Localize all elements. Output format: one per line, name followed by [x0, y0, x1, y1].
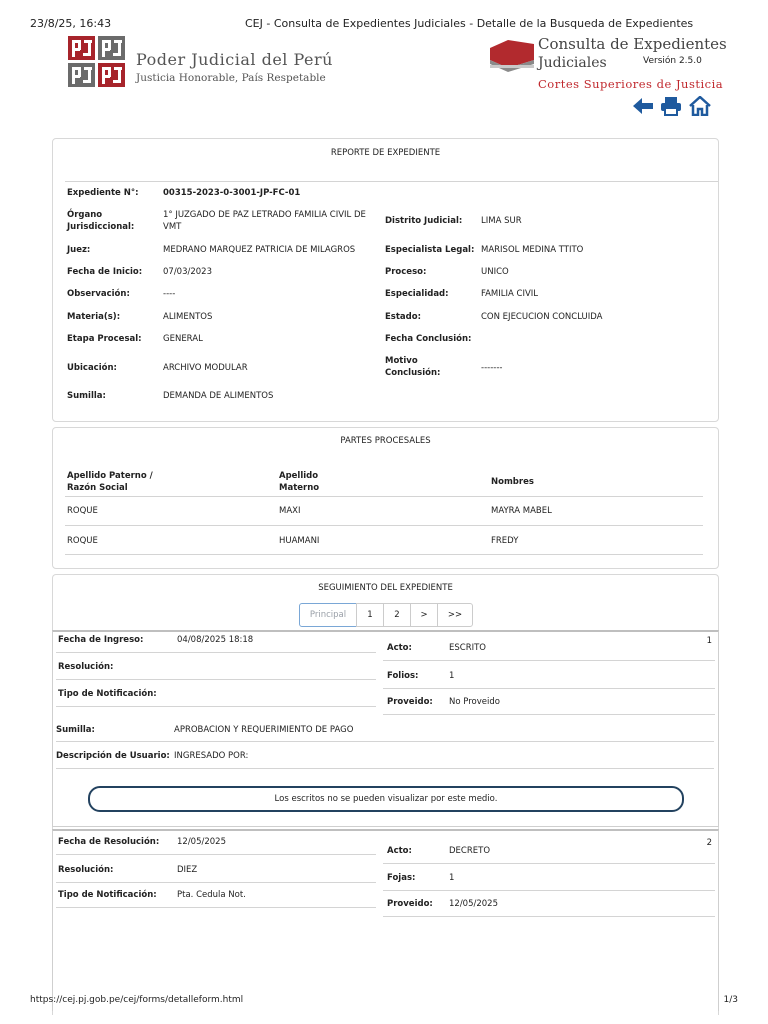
fecha-ingreso-value: 04/08/2025 18:18	[177, 635, 254, 645]
sumilla-value: DEMANDA DE ALIMENTOS	[163, 391, 274, 401]
divider	[56, 907, 376, 908]
juez-label: Juez:	[67, 245, 91, 255]
pager-principal[interactable]: Principal	[299, 603, 357, 627]
back-arrow-icon[interactable]	[632, 96, 654, 116]
proveido-value: No Proveido	[449, 697, 500, 707]
divider	[56, 741, 714, 742]
reporte-title: REPORTE DE EXPEDIENTE	[330, 148, 441, 158]
parte-paterno: ROQUE	[67, 506, 98, 516]
descripcion-usuario-value: INGRESADO POR:	[174, 751, 249, 761]
fecha-resolucion-label: Fecha de Resolución:	[58, 837, 160, 847]
estado-label: Estado:	[385, 312, 421, 322]
pager-next[interactable]: >	[410, 603, 438, 627]
divider	[56, 706, 376, 707]
parte-paterno: ROQUE	[67, 536, 98, 546]
especialista-value: MARISOL MEDINA TTITO	[481, 245, 584, 255]
materia-label: Materia(s):	[67, 312, 121, 322]
distrito-value: LIMA SUR	[481, 216, 522, 226]
fecha-resolucion-value: 12/05/2025	[177, 837, 226, 847]
organo-label: Órgano Jurisdiccional:	[67, 210, 135, 232]
juez-value: MEDRANO MARQUEZ PATRICIA DE MILAGROS	[163, 245, 356, 255]
divider	[56, 652, 376, 653]
fecha-conclusion-label: Fecha Conclusión:	[385, 334, 472, 344]
escritos-notice: Los escritos no se pueden visualizar por este medio.	[88, 786, 684, 812]
observacion-label: Observación:	[67, 289, 130, 299]
print-page-title: CEJ - Consulta de Expedientes Judiciales - Detalle de la Busqueda de Expedientes	[245, 17, 694, 30]
pager-page-2[interactable]: 2	[383, 603, 411, 627]
tipo-notificacion-label: Tipo de Notificación:	[58, 689, 157, 699]
divider	[56, 854, 376, 855]
observacion-value: ----	[163, 289, 176, 299]
fecha-ingreso-label: Fecha de Ingreso:	[58, 635, 144, 645]
proceso-label: Proceso:	[385, 267, 427, 277]
cej-title-line-1: Consulta de Expedientes	[538, 35, 727, 53]
divider	[383, 688, 715, 689]
etapa-value: GENERAL	[163, 334, 203, 344]
divider	[383, 916, 715, 917]
cej-version: Versión 2.5.0	[643, 56, 702, 66]
ubicacion-value: ARCHIVO MODULAR	[163, 363, 248, 373]
expediente-label: Expediente N°:	[67, 188, 139, 198]
parte-materno: HUAMANI	[279, 536, 320, 546]
partes-title: PARTES PROCESALES	[340, 436, 431, 446]
acto-label: Acto:	[387, 846, 412, 856]
divider	[56, 768, 714, 769]
especialista-label: Especialista Legal:	[385, 245, 475, 255]
reporte-panel	[52, 138, 719, 422]
proceso-value: UNICO	[481, 267, 509, 277]
organo-value: 1° JUZGADO DE PAZ LETRADO FAMILIA CIVIL DE VMT	[163, 210, 366, 232]
cej-subtitle: Cortes Superiores de Justicia	[538, 77, 724, 91]
motivo-value: -------	[481, 363, 503, 373]
divider	[56, 882, 376, 883]
resolucion-label: Resolución:	[58, 865, 114, 875]
entry-number: 1	[706, 636, 712, 646]
col-apellido-paterno: Apellido Paterno / Razón Social	[67, 471, 153, 493]
fojas-value: 1	[449, 873, 455, 883]
pager-page-1[interactable]: 1	[356, 603, 384, 627]
pager-last[interactable]: >>	[437, 603, 473, 627]
print-page-count: 1/3	[723, 995, 738, 1005]
divider	[383, 714, 715, 715]
sumilla-label: Sumilla:	[56, 725, 95, 735]
divider	[383, 863, 715, 864]
etapa-label: Etapa Procesal:	[67, 334, 142, 344]
proveido-value: 12/05/2025	[449, 899, 498, 909]
acto-label: Acto:	[387, 643, 412, 653]
divider	[383, 660, 715, 661]
parte-nombres: FREDY	[491, 536, 519, 546]
divider	[65, 496, 703, 497]
poder-judicial-logo	[68, 36, 126, 88]
estado-value: CON EJECUCION CONCLUIDA	[481, 312, 603, 322]
divider	[65, 554, 703, 555]
divider	[56, 679, 376, 680]
expediente-value: 00315-2023-0-3001-JP-FC-01	[163, 188, 301, 198]
fecha-inicio-label: Fecha de Inicio:	[67, 267, 143, 277]
resolucion-label: Resolución:	[58, 662, 114, 672]
entry-number: 2	[706, 838, 712, 848]
sumilla-value: APROBACION Y REQUERIMIENTO DE PAGO	[174, 725, 354, 735]
seguimiento-entry	[52, 829, 719, 1011]
acto-value: DECRETO	[449, 846, 491, 856]
tipo-notificacion-value: Pta. Cedula Not.	[177, 890, 246, 900]
partes-panel	[52, 427, 719, 569]
proveido-label: Proveido:	[387, 697, 433, 707]
divider	[383, 890, 715, 891]
sumilla-label: Sumilla:	[67, 391, 106, 401]
poder-judicial-name: Poder Judicial del Perú	[136, 50, 333, 69]
print-url: https://cej.pj.gob.pe/cej/forms/detalleform.html	[30, 995, 244, 1005]
pagination	[300, 603, 473, 625]
print-icon[interactable]	[660, 96, 682, 116]
seguimiento-title: SEGUIMIENTO DEL EXPEDIENTE	[318, 583, 453, 593]
especialidad-label: Especialidad:	[385, 289, 449, 299]
materia-value: ALIMENTOS	[163, 312, 213, 322]
resolucion-value: DIEZ	[177, 865, 198, 875]
tipo-notificacion-label: Tipo de Notificación:	[58, 890, 157, 900]
folios-value: 1	[449, 671, 455, 681]
especialidad-value: FAMILIA CIVIL	[481, 289, 539, 299]
distrito-label: Distrito Judicial:	[385, 216, 463, 226]
fojas-label: Fojas:	[387, 873, 416, 883]
divider	[65, 525, 703, 526]
fecha-inicio-value: 07/03/2023	[163, 267, 212, 277]
parte-nombres: MAYRA MABEL	[491, 506, 552, 516]
proveido-label: Proveido:	[387, 899, 433, 909]
ubicacion-label: Ubicación:	[67, 363, 117, 373]
acto-value: ESCRITO	[449, 643, 486, 653]
divider	[65, 181, 718, 182]
poder-judicial-motto: Justicia Honorable, País Respetable	[136, 72, 326, 84]
home-icon[interactable]	[689, 96, 711, 116]
col-apellido-materno: Apellido Materno	[279, 471, 320, 493]
print-datetime: 23/8/25, 16:43	[30, 17, 112, 30]
descripcion-usuario-label: Descripción de Usuario:	[56, 751, 170, 761]
folios-label: Folios:	[387, 671, 419, 681]
motivo-label: Motivo Conclusión:	[385, 356, 441, 378]
col-nombres: Nombres	[491, 477, 534, 487]
parte-materno: MAXI	[279, 506, 301, 516]
cej-books-logo	[488, 38, 536, 72]
cej-title-line-2: Judiciales	[538, 55, 607, 71]
